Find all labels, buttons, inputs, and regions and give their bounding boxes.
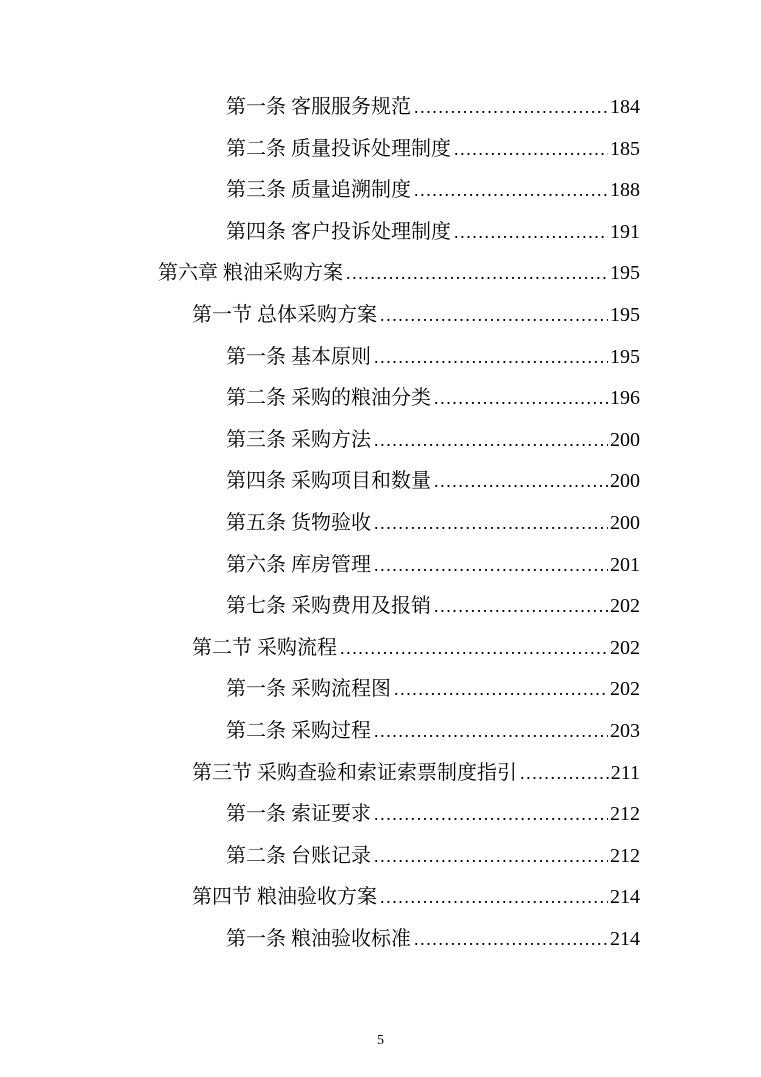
toc-entry-page: 202 bbox=[610, 636, 640, 659]
toc-entry-page: 200 bbox=[610, 428, 640, 451]
toc-entry-label: 第三节 采购查验和索证索票制度指引 bbox=[192, 761, 517, 784]
toc-entry[interactable] bbox=[158, 503, 640, 545]
toc-entry-label: 第一条 基本原则 bbox=[226, 345, 371, 368]
toc-entry-label: 第二条 采购过程 bbox=[226, 719, 371, 742]
toc-entry-label: 第六条 库房管理 bbox=[226, 553, 371, 576]
toc-entry-page: 203 bbox=[610, 719, 640, 742]
toc-entry[interactable] bbox=[158, 212, 640, 254]
toc-entry-label: 第一条 采购流程图 bbox=[226, 678, 391, 701]
toc-entry-label: 第一条 粮油验收标准 bbox=[226, 927, 411, 950]
toc-entry[interactable] bbox=[158, 253, 640, 295]
toc-entry-page: 195 bbox=[610, 303, 640, 326]
toc-entry[interactable] bbox=[158, 420, 640, 462]
toc-entry-page: 214 bbox=[610, 886, 640, 909]
toc-entry-page: 211 bbox=[610, 761, 640, 784]
toc-entry[interactable] bbox=[158, 919, 640, 961]
footer-page-number: 5 bbox=[377, 1033, 384, 1048]
toc-dot-leader bbox=[380, 295, 608, 337]
toc-entry-label: 第七条 采购费用及报销 bbox=[226, 595, 431, 618]
toc-dot-leader bbox=[394, 669, 608, 711]
toc-entry[interactable] bbox=[158, 378, 640, 420]
toc-entry[interactable] bbox=[158, 628, 640, 670]
toc-entry-label: 第二节 采购流程 bbox=[192, 636, 337, 659]
toc-list bbox=[158, 87, 640, 960]
toc-entry-label: 第三条 采购方法 bbox=[226, 428, 371, 451]
page-footer bbox=[0, 1033, 761, 1049]
toc-dot-leader bbox=[434, 378, 608, 420]
toc-dot-leader bbox=[374, 420, 608, 462]
toc-entry-page: 212 bbox=[610, 803, 640, 826]
toc-entry-page: 195 bbox=[610, 345, 640, 368]
toc-entry-page: 200 bbox=[610, 511, 640, 534]
toc-dot-leader bbox=[434, 586, 608, 628]
toc-entry-label: 第四节 粮油验收方案 bbox=[192, 886, 377, 909]
toc-entry-label: 第一节 总体采购方案 bbox=[192, 303, 377, 326]
toc-entry-page: 202 bbox=[610, 678, 640, 701]
toc-dot-leader bbox=[374, 836, 608, 878]
toc-dot-leader bbox=[414, 87, 608, 129]
toc-entry-page: 200 bbox=[610, 470, 640, 493]
toc-dot-leader bbox=[346, 253, 608, 295]
toc-dot-leader bbox=[380, 877, 608, 919]
toc-dot-leader bbox=[454, 129, 608, 171]
toc-dot-leader bbox=[434, 461, 608, 503]
toc-entry-label: 第一条 客服服务规范 bbox=[226, 96, 411, 118]
toc-dot-leader bbox=[374, 711, 608, 753]
toc-entry[interactable] bbox=[158, 170, 640, 212]
toc-entry-page: 188 bbox=[610, 179, 640, 202]
toc-entry[interactable] bbox=[158, 87, 640, 129]
toc-entry[interactable] bbox=[158, 794, 640, 836]
toc-entry-label: 第四条 采购项目和数量 bbox=[226, 470, 431, 493]
toc-entry-label: 第二条 质量投诉处理制度 bbox=[226, 137, 451, 160]
toc-entry[interactable] bbox=[158, 545, 640, 587]
toc-dot-leader bbox=[374, 337, 608, 379]
toc-entry[interactable] bbox=[158, 669, 640, 711]
toc-entry-page: 196 bbox=[610, 387, 640, 410]
toc-dot-leader bbox=[340, 628, 608, 670]
toc-dot-leader bbox=[520, 753, 609, 795]
toc-entry-label: 第四条 客户投诉处理制度 bbox=[226, 220, 451, 243]
toc-dot-leader bbox=[374, 545, 608, 587]
toc-entry-page: 185 bbox=[610, 137, 640, 160]
toc-dot-leader bbox=[374, 794, 608, 836]
toc-entry-page: 191 bbox=[610, 220, 640, 243]
toc-entry[interactable] bbox=[158, 586, 640, 628]
toc-entry-label: 第二条 采购的粮油分类 bbox=[226, 387, 431, 410]
toc-entry-label: 第五条 货物验收 bbox=[226, 511, 371, 534]
toc-entry-label: 第六章 粮油采购方案 bbox=[158, 262, 343, 285]
toc-dot-leader bbox=[454, 212, 608, 254]
toc-entry-label: 第三条 质量追溯制度 bbox=[226, 179, 411, 202]
toc-entry[interactable] bbox=[158, 461, 640, 503]
toc-entry[interactable] bbox=[158, 753, 640, 795]
toc-dot-leader bbox=[374, 503, 608, 545]
toc-entry[interactable] bbox=[158, 337, 640, 379]
toc-entry-page: 214 bbox=[610, 927, 640, 950]
toc-entry-page: 202 bbox=[610, 595, 640, 618]
toc-entry-page: 212 bbox=[610, 844, 640, 867]
toc-entry[interactable] bbox=[158, 877, 640, 919]
toc-entry-page: 184 bbox=[610, 96, 640, 118]
toc-entry-label: 第二条 台账记录 bbox=[226, 844, 371, 867]
toc-entry[interactable] bbox=[158, 836, 640, 878]
toc-entry-page: 201 bbox=[610, 553, 640, 576]
toc-entry-page: 195 bbox=[610, 262, 640, 285]
toc-entry[interactable] bbox=[158, 711, 640, 753]
toc-dot-leader bbox=[414, 170, 608, 212]
toc-entry[interactable] bbox=[158, 129, 640, 171]
toc-entry[interactable] bbox=[158, 295, 640, 337]
toc-entry-label: 第一条 索证要求 bbox=[226, 803, 371, 826]
toc-dot-leader bbox=[414, 919, 608, 961]
